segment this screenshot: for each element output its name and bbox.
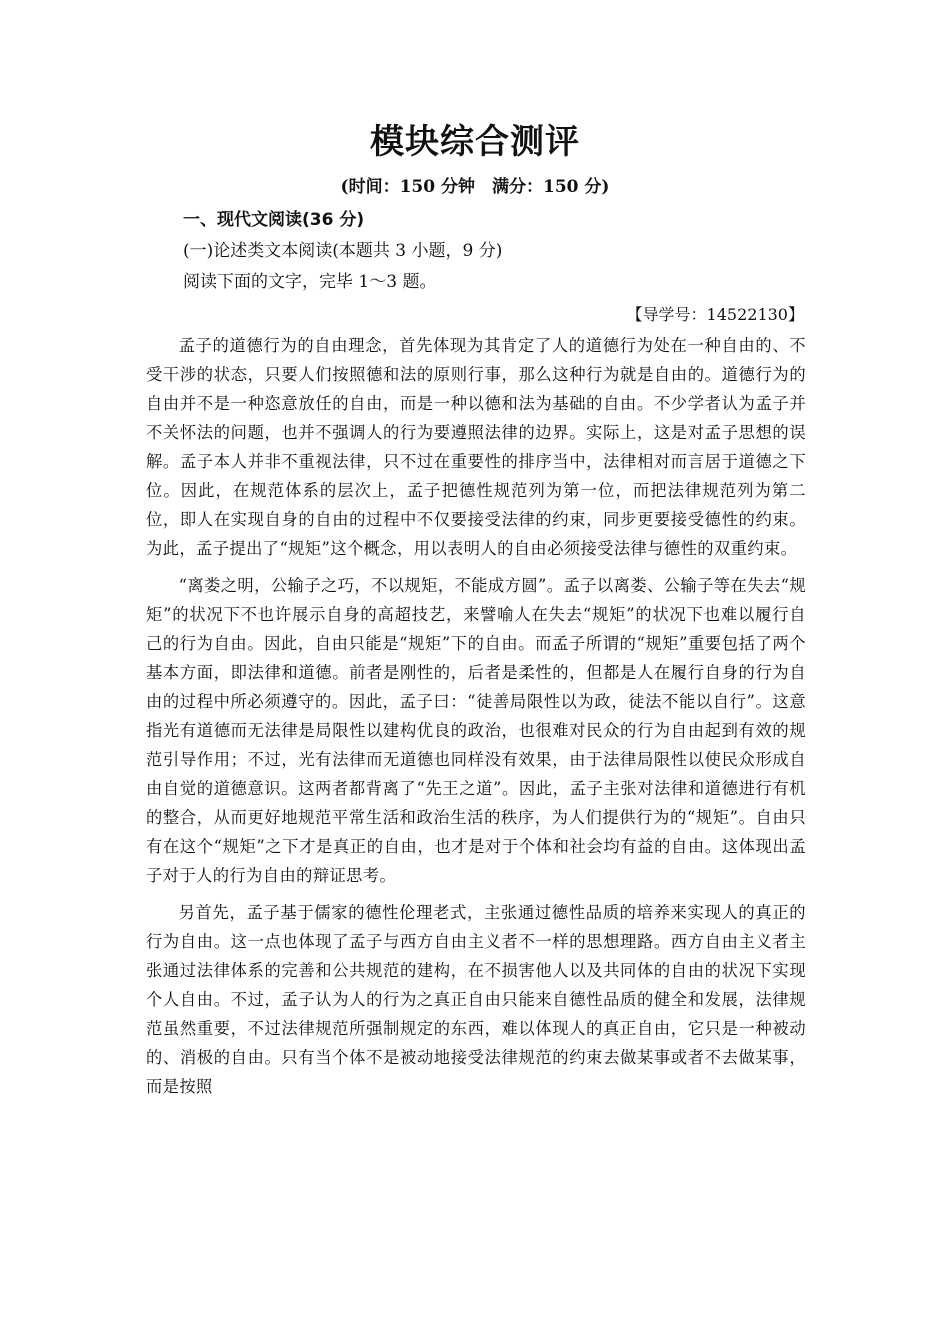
passage-paragraph-3: 另首先，孟子基于儒家的德性伦理老式，主张通过德性品质的培养来实现人的真正的行为自由。这一点也体现了孟子与西方自由主义者不一样的思想理路。西方自由主义者主张通过法律体系的完善和公共规范的建构，在不损害他人以及共同体的自由的状况下实现个人自由。不过，孟子认为人的行为之真正自由只能来自德性品质的健全和发展，法律规范虽然重要，不过法律规范所强制规定的东西，难以体现人的真正自由，它只是一种被动的、消极的自由。只有当个体不是被动地接受法律规范的约束去做某事或者不去做某事，而是按照 — [146, 903, 806, 1096]
passage-body — [146, 331, 806, 1109]
exam-time-score: (时间：150 分钟 满分：150 分) — [340, 177, 610, 197]
passage-paragraph-1: 孟子的道德行为的自由理念，首先体现为其肯定了人的道德行为处在一种自由的、不受干涉的状态，只要人们按照德和法的原则行事，那么这种行为就是自由的。道德行为的自由并不是一种恣意放任的自由，而是一种以德和法为基础的自由。不少学者认为孟子并不关怀法的问题，也并不强调人的行为要遵照法律的边界。实际上，这是对孟子思想的误解。孟子本人并非不重视法律，只不过在重要性的排序当中，法律相对而言居于道德之下位。因此，在规范体系的层次上，孟子把德性规范列为第一位，而把法律规范列为第二位，即人在实现自身的自由的过程中不仅要接受法律的约束，同步更要接受德性的约束。为此，孟子提出了“规矩”这个概念，用以表明人的自由必须接受法律与德性的双重约束。 — [146, 336, 806, 558]
section-heading: 一、现代文阅读(36 分) — [183, 210, 365, 230]
passage-paragraph-2: “离娄之明，公输子之巧，不以规矩，不能成方圆”。孟子以离娄、公输子等在失去“规矩”的状况下不也许展示自身的高超技艺，来譬喻人在失去“规矩”的状况下也难以履行自己的行为自由。因此，自由只能是“规矩”下的自由。而孟子所谓的“规矩”重要包括了两个基本方面，即法律和道德。前者是刚性的，后者是柔性的，但都是人在履行自身的行为自由的过程中所必须遵守的。因此，孟子曰：“徒善局限性以为政，徒法不能以自行”。这意指光有道德而无法律是局限性以建构优良的政治，也很难对民众的行为自由起到有效的规范引导作用；不过，光有法律而无道德也同样没有效果，由于法律局限性以使民众形成自由自觉的道德意识。这两者都背离了“先王之道”。因此，孟子主张对法律和道德进行有机的整合，从而更好地规范平常生活和政治生活的秩序，为人们提供行为的“规矩”。自由只有在这个“规矩”之下才是真正的自由，也才是对于个体和社会均有益的自由。这体现出孟子对于人的行为自由的辩证思考。 — [146, 576, 806, 885]
document-title: 模块综合测评 — [370, 122, 580, 162]
reading-instruction: 阅读下面的文字，完毕 1～3 题。 — [183, 272, 437, 292]
sub-section-heading: (一)论述类文本阅读(本题共 3 小题，9 分) — [183, 241, 503, 261]
guide-number: 【导学号：14522130】 — [626, 305, 804, 324]
